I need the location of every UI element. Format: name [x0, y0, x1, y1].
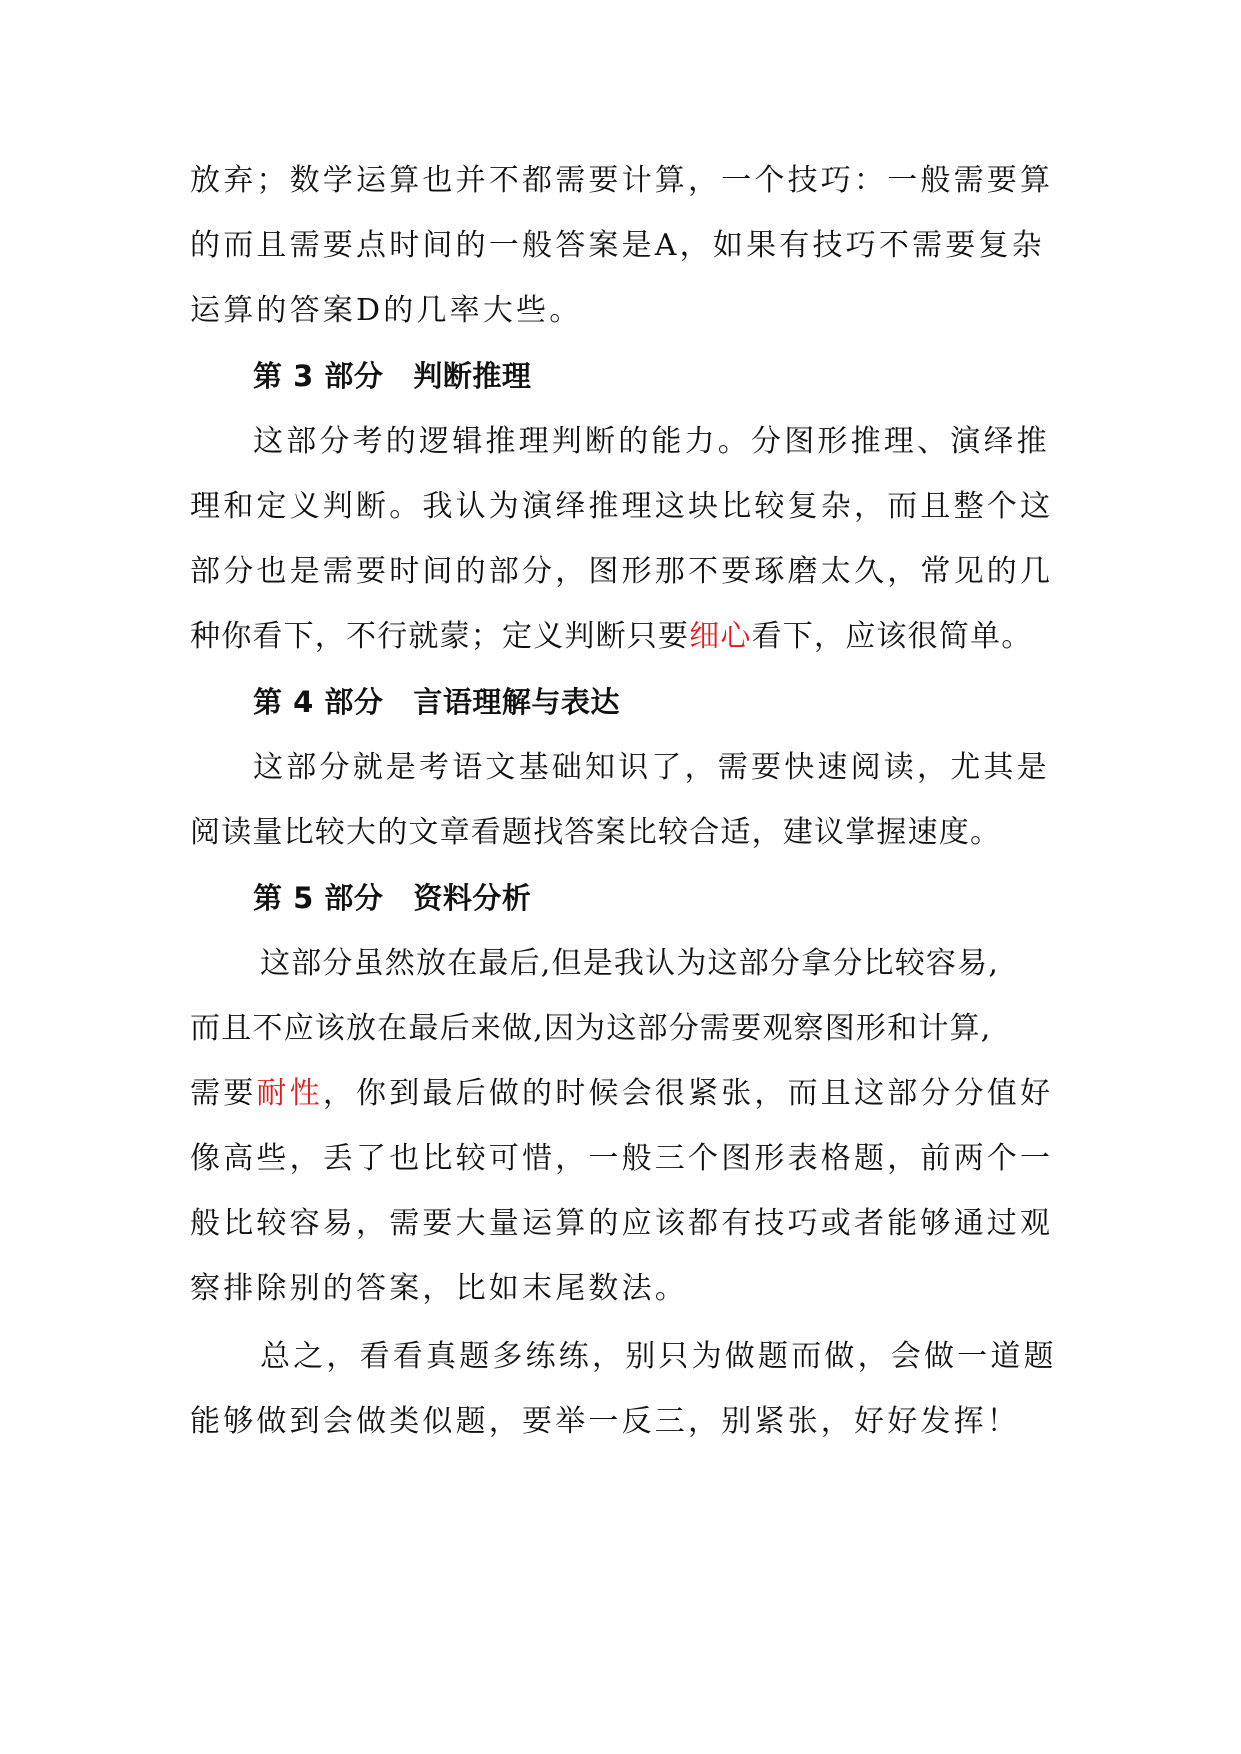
summary-line: 总之，看看真题多练练，别只为做题而做，会做一道题	[260, 1339, 1057, 1374]
heading-title: 判断推理	[413, 359, 532, 393]
section-heading-part3	[190, 343, 1055, 409]
paragraph-line: 部分也是需要时间的部分，图形那不要琢磨太久，常见的几	[190, 554, 1054, 589]
document-content	[190, 148, 1055, 1454]
heading-title: 言语理解与表达	[413, 685, 620, 719]
heading-number: 第 3 部分	[253, 359, 384, 393]
paragraph-line: 察排除别的答案，比如末尾数法。	[190, 1271, 688, 1306]
intro-line: 放弃；数学运算也并不都需要计算，一个技巧：一般需要算	[190, 163, 1054, 198]
text-run: 需要	[190, 1076, 257, 1111]
section-heading-part4	[190, 669, 1055, 735]
paragraph-line: 理和定义判断。我认为演绎推理这块比较复杂，而且整个这	[190, 489, 1054, 524]
heading-title: 资料分析	[413, 881, 532, 915]
paragraph-line: 这部分考的逻辑推理判断的能力。分图形推理、演绎推	[253, 424, 1050, 459]
paragraph-line	[190, 604, 1055, 669]
heading-number: 第 5 部分	[253, 881, 384, 915]
paragraph-line: 阅读量比较大的文章看题找答案比较合适，建议掌握速度。	[190, 815, 1002, 850]
paragraph-line: 这部分就是考语文基础知识了，需要快速阅读，尤其是	[253, 750, 1050, 785]
paragraph-line	[190, 1061, 1055, 1126]
highlighted-text: 耐性	[256, 1076, 323, 1111]
intro-line: 的而且需要点时间的一般答案是A，如果有技巧不需要复杂	[190, 228, 1045, 263]
paragraph-line: 般比较容易，需要大量运算的应该都有技巧或者能够通过观	[190, 1206, 1054, 1241]
paragraph-line: 像高些，丢了也比较可惜，一般三个图形表格题，前两个一	[190, 1141, 1054, 1176]
text-run: 看下，应该很简单。	[751, 619, 1033, 654]
heading-number: 第 4 部分	[253, 685, 384, 719]
text-run: 种你看下，不行就蒙；定义判断只要	[190, 619, 690, 654]
section-heading-part5	[190, 865, 1055, 931]
summary-line: 能够做到会做类似题，要举一反三，别紧张，好好发挥！	[190, 1404, 1020, 1439]
text-run: ，你到最后做的时候会很紧张，而且这部分分值好	[322, 1076, 1054, 1111]
paragraph-line: 而且不应该放在最后来做,因为这部分需要观察图形和计算,	[190, 1011, 992, 1046]
highlighted-text: 细心	[689, 619, 752, 654]
intro-line: 运算的答案D的几率大些。	[190, 293, 583, 328]
paragraph-line: 这部分虽然放在最后,但是我认为这部分拿分比较容易,	[260, 946, 1000, 981]
